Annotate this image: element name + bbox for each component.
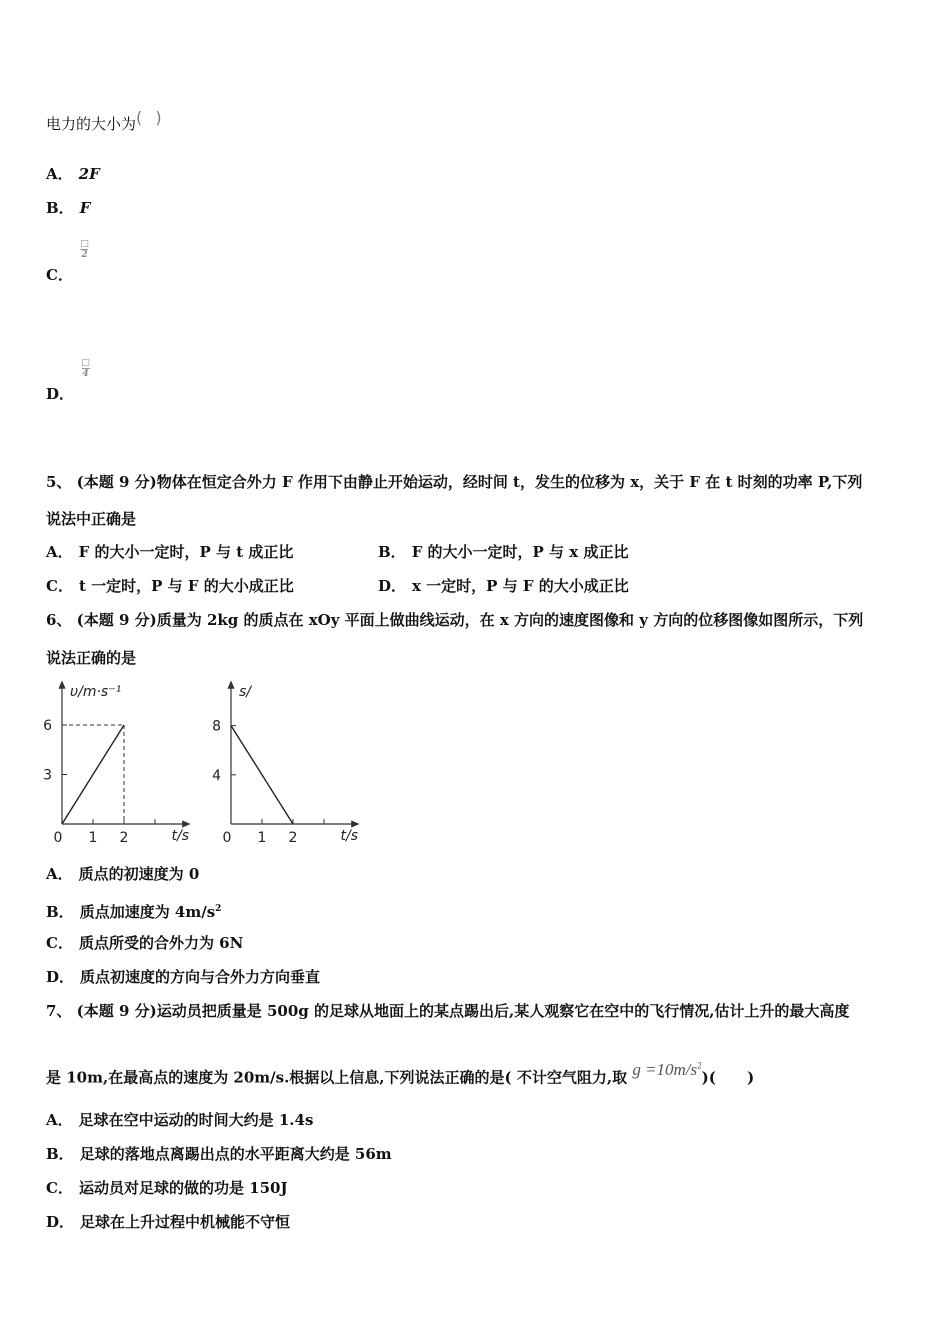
q7-stem-line1: 7、 (本题 9 分)运动员把质量是 500g 的足球从地面上的某点踢出后,某人观察它在空中的飞行情况,估计上升的最大高度 bbox=[46, 1002, 850, 1020]
x-tick-label: 2 bbox=[119, 830, 129, 846]
q5-stem-line1: 5、 (本题 9 分)物体在恒定合外力 F 作用下由静止开始运动，经时间 t，发生的位移为 x，关于 F 在 t 时刻的功率 P,下列 bbox=[46, 473, 863, 491]
q6-option-d-text: 质点初速度的方向与合外力方向垂直 bbox=[80, 968, 321, 986]
x-tick-label: 1 bbox=[257, 830, 267, 846]
q4-option-d bbox=[46, 358, 94, 405]
q7-option-b bbox=[46, 1144, 392, 1164]
series-line bbox=[62, 725, 124, 824]
q4-option-a-text: 2F bbox=[78, 165, 100, 183]
q6-option-a-label: A． bbox=[46, 865, 73, 883]
q7-option-b-label: B． bbox=[46, 1145, 74, 1163]
series-line bbox=[231, 726, 293, 824]
q6-option-b-text: 质点加速度为 4m/s bbox=[79, 903, 216, 921]
q4-stem-tail bbox=[46, 108, 166, 134]
q5-option-b bbox=[378, 542, 628, 562]
q7-stem-line2 bbox=[46, 1059, 755, 1088]
q6-option-d bbox=[46, 967, 320, 987]
x-axis-label: t/s bbox=[340, 828, 358, 844]
q5-option-d-label: D． bbox=[378, 577, 407, 595]
q5-option-b-text: F 的大小一定时，P 与 x 成正比 bbox=[411, 543, 629, 561]
q6-graphs bbox=[40, 676, 370, 848]
q4-option-c bbox=[46, 239, 93, 286]
q6-option-a-text: 质点的初速度为 0 bbox=[78, 865, 200, 883]
q5-option-c bbox=[46, 577, 294, 595]
y-tick-label: 4 bbox=[212, 767, 221, 784]
q6-option-b-exponent: 2 bbox=[215, 904, 222, 914]
x-tick-label: 0 bbox=[222, 830, 232, 846]
q5-option-a-text: F 的大小一定时，P 与 t 成正比 bbox=[78, 543, 294, 561]
x-tick-label: 2 bbox=[288, 830, 298, 846]
q4-option-d-fraction bbox=[81, 358, 90, 379]
q4-stem-text: 电力的大小为 bbox=[46, 115, 137, 133]
q6-stem-line2: 说法正确的是 bbox=[46, 649, 137, 667]
q6-option-c-label: C． bbox=[46, 934, 73, 952]
q5-option-a bbox=[46, 543, 293, 561]
q7-option-b-text: 足球的落地点离踢出点的水平距离大约是 56m bbox=[79, 1145, 392, 1163]
q7-option-c-label: C． bbox=[46, 1179, 73, 1197]
q6-option-c-text: 质点所受的合外力为 6N bbox=[78, 934, 244, 952]
x-axis-label: t/s bbox=[171, 828, 189, 844]
velocity-time-graph bbox=[43, 684, 189, 846]
q7-option-c bbox=[46, 1178, 288, 1198]
q6-option-d-label: D． bbox=[46, 968, 75, 986]
q6-option-b bbox=[46, 899, 221, 922]
y-tick-label: 3 bbox=[43, 767, 52, 784]
q7-gravity-formula bbox=[632, 1060, 701, 1079]
q5-option-c-label: C． bbox=[46, 577, 73, 595]
q6-stem-line1: 6、 (本题 9 分)质量为 2kg 的质点在 xOy 平面上做曲线运动，在 x 方向的速度图像和 y 方向的位移图像如图所示，下列 bbox=[46, 611, 864, 629]
x-tick-label: 1 bbox=[88, 830, 98, 846]
q5-option-d-text: x 一定时，P 与 F 的大小成正比 bbox=[412, 577, 629, 595]
q7-stem-line2-paren: )( ) bbox=[701, 1068, 755, 1087]
q7-option-a bbox=[46, 1110, 313, 1130]
y-axis-label: s/ bbox=[239, 684, 252, 700]
q4-option-b-label: B． bbox=[46, 199, 74, 217]
q4-option-d-label: D． bbox=[46, 385, 75, 403]
q4-option-c-numerator: □ bbox=[80, 239, 89, 249]
q4-option-b-text: F bbox=[79, 199, 91, 217]
q4-option-c-fraction bbox=[80, 239, 89, 260]
q5-option-a-label: A． bbox=[46, 543, 73, 561]
q6-option-c bbox=[46, 933, 243, 953]
q7-option-d-text: 足球在上升过程中机械能不守恒 bbox=[80, 1213, 291, 1231]
q4-option-a bbox=[46, 164, 100, 184]
y-axis-label: υ/m·s⁻¹ bbox=[70, 684, 122, 700]
q5-options-row2 bbox=[46, 576, 629, 596]
q4-option-b bbox=[46, 198, 90, 218]
x-tick-label: 0 bbox=[53, 830, 63, 846]
q7-option-a-text: 足球在空中运动的时间大约是 1.4s bbox=[78, 1111, 314, 1129]
q5-option-d bbox=[378, 576, 629, 596]
q7-gravity-formula-exponent: 2 bbox=[697, 1060, 702, 1070]
y-tick-label: 6 bbox=[43, 718, 52, 734]
y-tick-label: 8 bbox=[212, 718, 221, 735]
q4-option-c-label: C． bbox=[46, 266, 73, 284]
q6-option-b-label: B． bbox=[46, 903, 74, 921]
q4-option-c-denominator: 2 bbox=[81, 250, 88, 260]
q5-stem-line2: 说法中正确是 bbox=[46, 510, 137, 528]
q4-option-d-denominator: 4 bbox=[82, 369, 89, 379]
q4-option-a-label: A． bbox=[46, 165, 73, 183]
q7-option-d-label: D． bbox=[46, 1213, 75, 1231]
q4-blank-paren: ( ) bbox=[136, 108, 166, 127]
q7-gravity-formula-text: g =10m/s bbox=[632, 1059, 698, 1079]
q4-option-d-numerator: □ bbox=[81, 358, 90, 368]
q5-options-row1 bbox=[46, 542, 629, 562]
q7-option-d bbox=[46, 1212, 290, 1232]
q7-option-a-label: A． bbox=[46, 1111, 73, 1129]
q5-option-c-text: t 一定时，P 与 F 的大小成正比 bbox=[78, 577, 294, 595]
q7-option-c-text: 运动员对足球的做的功是 150J bbox=[78, 1179, 288, 1197]
displacement-time-graph bbox=[212, 684, 358, 846]
q7-stem-line2-text: 是 10m,在最高点的速度为 20m/s.根据以上信息,下列说法正确的是( 不计空气阻力,取 bbox=[46, 1068, 628, 1087]
q5-option-b-label: B． bbox=[378, 543, 406, 561]
q6-option-a bbox=[46, 864, 199, 884]
